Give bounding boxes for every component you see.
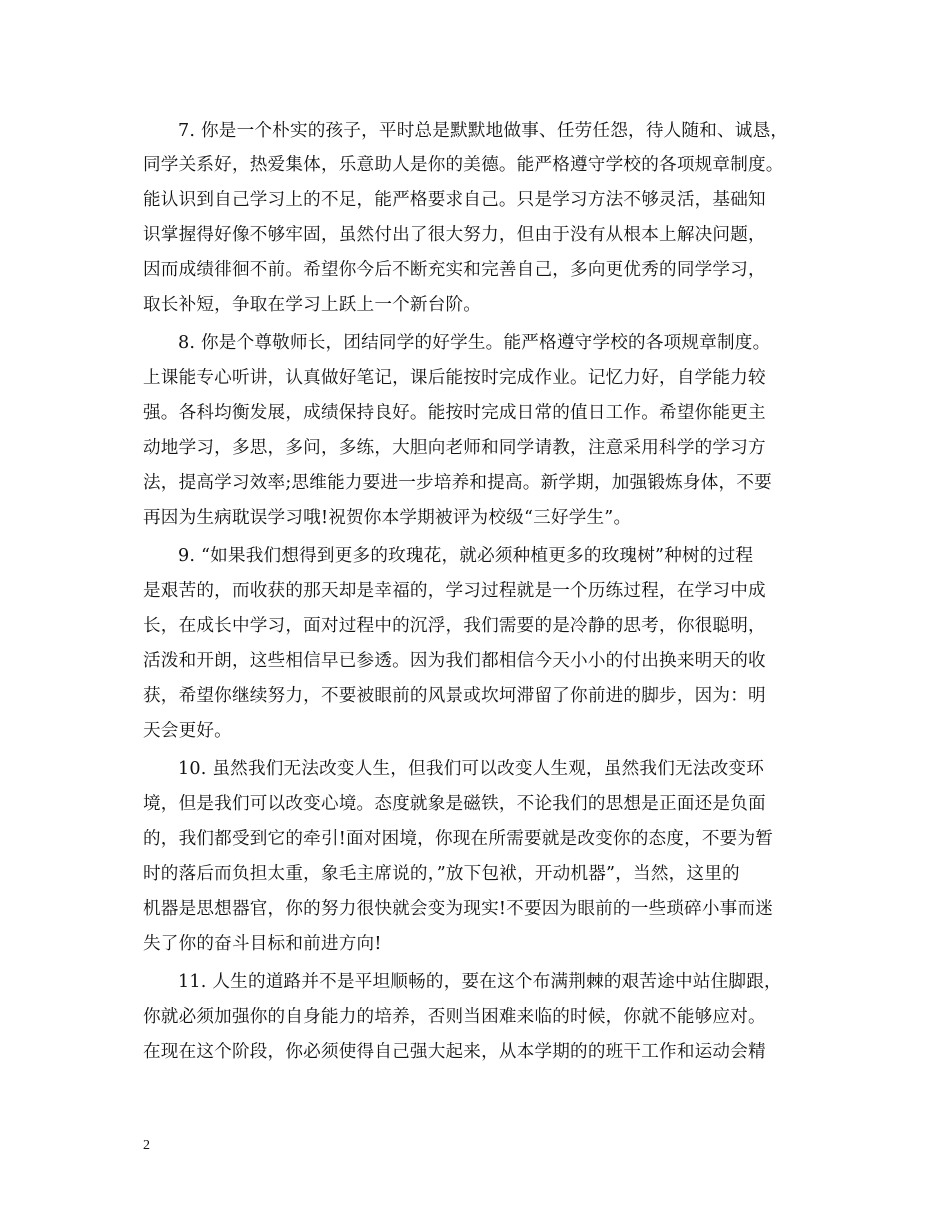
text-line: 10. 虽然我们无法改变人生，但我们可以改变人生观，虽然我们无法改变环 <box>178 759 764 779</box>
text-line: 强。各科均衡发展，成绩保持良好。能按时完成日常的值日工作。希望你能更主 <box>143 403 766 423</box>
text-line: 时的落后而负担太重，象毛主席说的，”放下包袱，开动机器”，当然，这里的 <box>143 864 740 884</box>
text-line: 因而成绩徘徊不前。希望你今后不断充实和完善自己，多向更优秀的同学学习， <box>143 260 766 280</box>
text-line: 7. 你是一个朴实的孩子，平时总是默默地做事、任劳任怨，待人随和、诚恳， <box>178 121 789 141</box>
text-line: 动地学习，多思，多问，多练，大胆向老师和同学请教，注意采用科学的学习方 <box>143 438 766 458</box>
text-line: 的，我们都受到它的牵引!面对困境，你现在所需要就是改变你的态度，不要为暂 <box>143 829 774 849</box>
text-line: 机器是思想器官，你的努力很快就会变为现实!不要因为眼前的一些琐碎小事而迷 <box>143 899 774 919</box>
text-line: 法，提高学习效率;思维能力要进一步培养和提高。新学期，加强锻炼身体，不要 <box>143 473 772 493</box>
text-line: 活泼和开朗，这些相信早已参透。因为我们都相信今天小小的付出换来明天的收 <box>143 651 766 671</box>
text-line: 是艰苦的，而收获的那天却是幸福的，学习过程就是一个历练过程，在学习中成 <box>143 581 766 601</box>
text-line: 识掌握得好像不够牢固，虽然付出了很大努力，但由于没有从根本上解决问题， <box>143 225 766 245</box>
text-line: 再因为生病耽误学习哦!祝贺你本学期被评为校级“三好学生”。 <box>143 508 632 528</box>
text-line: 同学关系好，热爱集体，乐意助人是你的美德。能严格遵守学校的各项规章制度。 <box>143 155 784 175</box>
text-line: 境，但是我们可以改变心境。态度就象是磁铁，不论我们的思想是正面还是负面 <box>143 794 766 814</box>
text-line: 11. 人生的道路并不是平坦顺畅的，要在这个布满荆棘的艰苦途中站住脚跟， <box>178 972 782 992</box>
text-line: 获，希望你继续努力，不要被眼前的风景或坎坷滞留了你前进的脚步，因为：明 <box>143 686 766 706</box>
text-line: 上课能专心听讲，认真做好笔记，课后能按时完成作业。记忆力好，自学能力较 <box>143 368 766 388</box>
text-line: 9. “如果我们想得到更多的玫瑰花，就必须种植更多的玫瑰树”种树的过程 <box>178 546 754 566</box>
text-line: 8. 你是个尊敬师长，团结同学的好学生。能严格遵守学校的各项规章制度。 <box>178 333 771 353</box>
text-line: 能认识到自己学习上的不足，能严格要求自己。只是学习方法不够灵活，基础知 <box>143 190 766 210</box>
text-line: 在现在这个阶段，你必须使得自己强大起来，从本学期的的班干工作和运动会精 <box>143 1042 766 1062</box>
text-line: 长，在成长中学习，面对过程中的沉浮，我们需要的是冷静的思考，你很聪明， <box>143 616 766 636</box>
page-number: 2 <box>143 1138 150 1153</box>
text-line: 你就必须加强你的自身能力的培养，否则当困难来临的时候，你就不能够应对。 <box>143 1007 766 1027</box>
text-line: 失了你的奋斗目标和前进方向! <box>143 934 382 954</box>
text-line: 取长补短，争取在学习上跃上一个新台阶。 <box>143 295 482 315</box>
text-line: 天会更好。 <box>143 721 232 741</box>
